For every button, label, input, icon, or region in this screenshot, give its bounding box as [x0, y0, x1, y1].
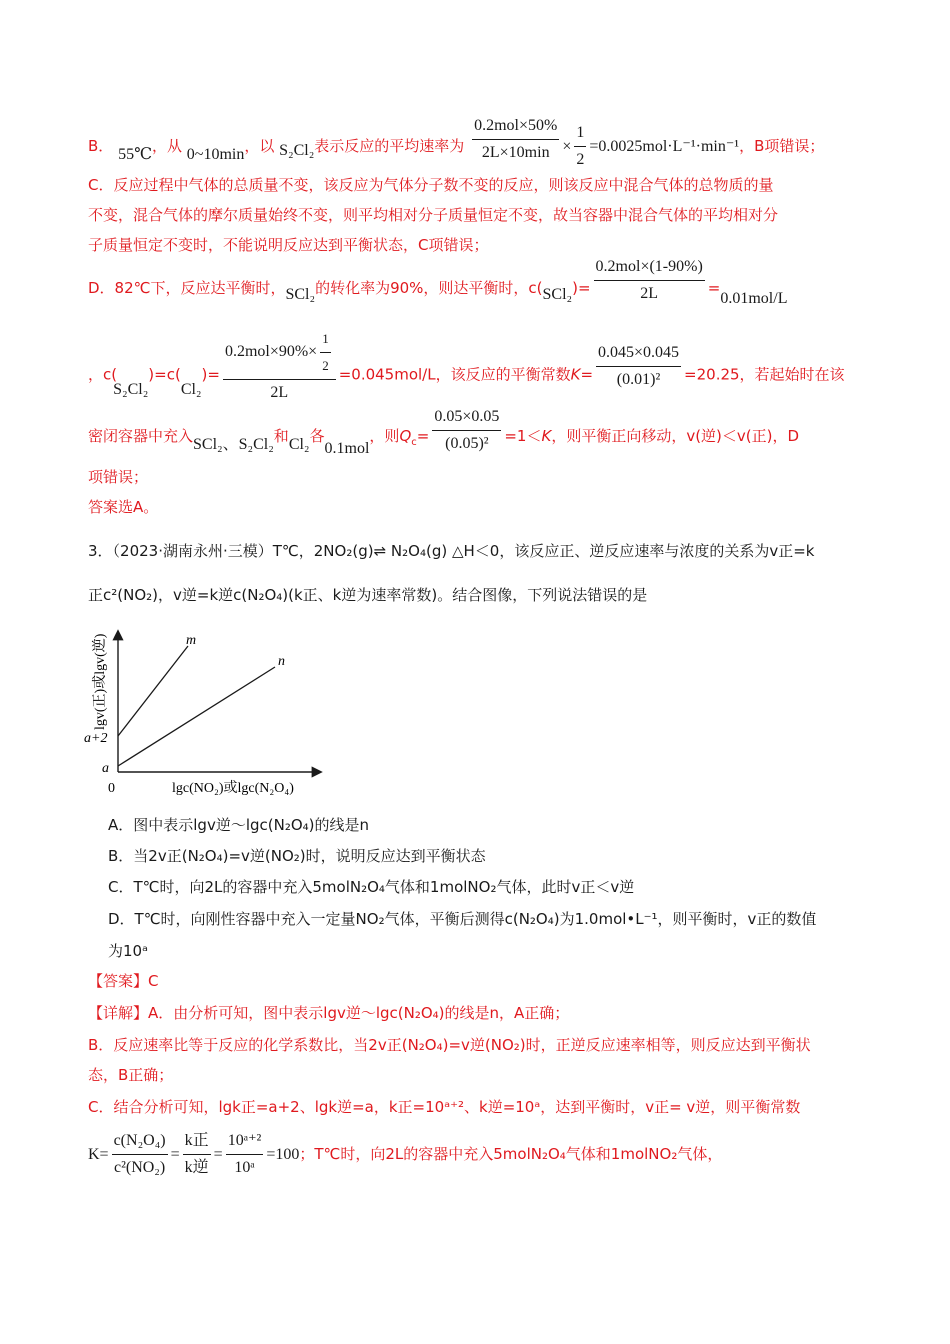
- species-scl2: SCl₂: [542, 286, 573, 303]
- option-b-line: [88, 117, 868, 171]
- species-scl2: SCl₂: [285, 286, 316, 303]
- question-3-option-d-1: D．T℃时，向刚性容器中充入一定量NO₂气体，平衡后测得c(N₂O₄)为1.0mol•L⁻¹，则平衡时，v正的数值: [108, 910, 817, 928]
- y-axis-label: lgv(正)或lgv(逆): [93, 633, 108, 730]
- fraction-denominator: 2: [322, 358, 329, 373]
- species-cl2: Cl₂: [180, 380, 202, 398]
- text-k-result: =20.25，若起始时在该: [684, 365, 845, 384]
- detail-tag: 【详解】: [88, 1004, 149, 1022]
- equals-sign: =: [416, 427, 430, 445]
- question-3-option-c: C．T℃时，向2L的容器中充入5molN₂O₄气体和1molNO₂气体，此时v正＜v逆: [108, 878, 635, 896]
- question-3-option-b: B．当2v正(N₂O₄)=v逆(NO₂)时，说明反应达到平衡状态: [108, 847, 486, 865]
- line-m: [118, 646, 188, 736]
- equals-sign: )=: [201, 365, 220, 384]
- time-range: 0~10min: [186, 146, 245, 163]
- fraction-powers: [226, 1130, 264, 1179]
- text-shift: ，则平衡正向移动，v(逆)＜v(正)，D: [551, 427, 800, 445]
- rate-concentration-graph: [80, 612, 340, 807]
- label-a2: a+2: [84, 731, 108, 746]
- text-c-open: )=c(: [148, 365, 181, 384]
- fraction-denominator: (0.01)²: [616, 370, 661, 388]
- fraction-denominator: k逆: [184, 1159, 209, 1176]
- fraction-numerator: 10ᵃ⁺²: [226, 1130, 264, 1155]
- equals-sign: =: [213, 1146, 223, 1163]
- temperature: 55℃: [118, 146, 152, 163]
- fraction-numerator: k正: [183, 1130, 211, 1155]
- option-c-line-1: C．反应过程中气体的总质量不变，该反应为气体分子数不变的反应，则该反应中混合气体的总物质的量: [88, 176, 774, 194]
- text-charge: 密闭容器中充入: [88, 427, 194, 445]
- fraction-k: [596, 342, 681, 391]
- label-m: m: [186, 633, 197, 648]
- option-c-line-3: 子质量恒定不变时，不能说明反应达到平衡状态，C项错误；: [88, 236, 489, 254]
- species-s2cl2: S₂Cl₂: [279, 142, 315, 159]
- fraction-denominator: 2L: [640, 285, 659, 302]
- fraction-rate: [472, 115, 559, 164]
- symbol-q: Q: [399, 427, 412, 445]
- text-c-open: ，c(: [88, 365, 118, 384]
- answer-block: [88, 970, 868, 992]
- fraction-scl2: [594, 256, 705, 305]
- equals-sign: =: [170, 1146, 180, 1163]
- text-and: 和: [273, 427, 289, 445]
- times-sign: ×: [562, 138, 572, 155]
- fraction-numerator: 0.05×0.05: [432, 406, 501, 431]
- fraction-q: [432, 406, 501, 455]
- equals-sign: )=: [572, 279, 591, 297]
- concentration-result: 0.01mol/L: [720, 290, 788, 307]
- k-result: =100: [266, 1146, 300, 1163]
- label-a: a: [102, 761, 109, 776]
- text-then: ，则: [369, 427, 400, 445]
- option-d-prefix: D．82℃下，反应达平衡时，: [88, 279, 286, 297]
- fraction-denominator: c²(NO₂): [113, 1159, 166, 1176]
- question-3-stem-2: 正c²(NO₂)，v逆=k逆c(N₂O₄)(k正、k逆为速率常数)。结合图像，下列说法错误的是: [88, 586, 648, 604]
- text-k-intro: =0.045mol/L，该反应的平衡常数: [338, 365, 571, 384]
- detail-c2: ；T℃时，向2L的容器中充入5molN₂O₄气体和1molNO₂气体，: [299, 1145, 723, 1163]
- fraction-half: [320, 328, 331, 377]
- detail-a: A．由分析可知，图中表示lgv逆～lgc(N₂O₄)的线是n，A正确；: [148, 1004, 570, 1022]
- question-3-option-d-2: 为10ᵃ: [108, 942, 148, 960]
- fraction-numerator: [223, 328, 336, 380]
- text-desc: 表示反应的平均速率为: [314, 137, 465, 155]
- symbol-q-sub: c: [411, 437, 417, 448]
- fraction-s2cl2: [223, 328, 336, 404]
- fraction-numerator: c(N₂O₄): [112, 1130, 168, 1155]
- fraction-numerator: 1: [574, 122, 586, 147]
- detail-line-a: [88, 1002, 868, 1024]
- fraction-numerator: 0.2mol×50%: [472, 115, 559, 140]
- text-by: ，以: [244, 137, 275, 155]
- answer-line: 答案选A。: [88, 498, 159, 516]
- fraction-k-ratio: [183, 1130, 211, 1179]
- question-3-option-a: A．图中表示lgv逆～lgc(N₂O₄)的线是n: [108, 816, 370, 834]
- fraction-denominator: 2L×10min: [481, 144, 550, 161]
- answer-tag: 【答案】: [88, 972, 149, 990]
- fraction-numerator: 1: [320, 328, 331, 353]
- fraction-numerator: 0.045×0.045: [596, 342, 681, 367]
- option-c-line-2: 不变，混合气体的摩尔质量始终不变，则平均相对分子质量恒定不变，故当容器中混合气体的平均相对分: [88, 206, 779, 224]
- option-d-line-2: [88, 331, 868, 404]
- species-s2cl2: S₂Cl₂: [113, 380, 149, 398]
- option-d-line-4: 项错误；: [88, 468, 149, 486]
- line-n: [118, 667, 275, 766]
- species-cl2: Cl₂: [288, 436, 310, 453]
- fraction-conc: [112, 1130, 168, 1179]
- detail-line-c1: C．结合分析可知，lgk正=a+2、lgk逆=a，k正=10ᵃ⁺²、k逆=10ᵃ，达到平衡时，v正= v逆，则平衡常数: [88, 1098, 801, 1116]
- text-each: 各: [309, 427, 325, 445]
- amount: 0.1mol: [324, 440, 370, 457]
- option-b-verdict: ，B项错误；: [739, 137, 825, 155]
- text-from: ，从: [151, 137, 182, 155]
- equals-sign: =: [707, 279, 721, 297]
- fraction-denominator: 10ᵃ: [234, 1159, 255, 1176]
- text-conversion: 的转化率为90%，则达平衡时，c(: [315, 279, 543, 297]
- fraction-denominator: (0.05)²: [445, 435, 489, 452]
- detail-line-b2: 态，B正确；: [88, 1066, 174, 1084]
- option-b-prefix: B．: [88, 137, 114, 155]
- text-compare: =1＜: [504, 427, 542, 445]
- fraction-numerator: 0.2mol×(1-90%): [594, 256, 705, 281]
- fraction-denominator: 2L: [270, 384, 289, 401]
- label-n: n: [278, 654, 285, 669]
- x-axis-label: lgc(NO₂)或lgc(N₂O₄): [172, 781, 294, 796]
- species-list: SCl₂、S₂Cl₂: [193, 436, 274, 453]
- answer-value: C: [148, 972, 159, 990]
- question-3-stem-1: 3．（2023·湖南永州·三模）T℃，2NO₂(g)⇌ N₂O₄(g) △H＜0，该反应正、逆反应速率与浓度的关系为v正=k: [88, 542, 815, 560]
- equals-sign: =: [580, 365, 594, 384]
- detail-k-equation: [88, 1130, 868, 1179]
- numerator-text: 0.2mol×90%×: [224, 343, 318, 361]
- fraction-half: [574, 122, 586, 171]
- symbol-k: K: [541, 427, 552, 445]
- fraction-denominator: 2: [576, 151, 585, 168]
- rate-result: =0.0025mol·L⁻¹·min⁻¹: [589, 138, 740, 155]
- symbol-k: K: [570, 365, 581, 384]
- k-lhs: K=: [88, 1146, 109, 1163]
- option-d-line-1: [88, 258, 868, 307]
- detail-line-b1: B．反应速率比等于反应的化学系数比，当2v正(N₂O₄)=v逆(NO₂)时，正逆反应速率相等，则反应达到平衡状: [88, 1036, 811, 1054]
- label-origin: 0: [108, 781, 115, 796]
